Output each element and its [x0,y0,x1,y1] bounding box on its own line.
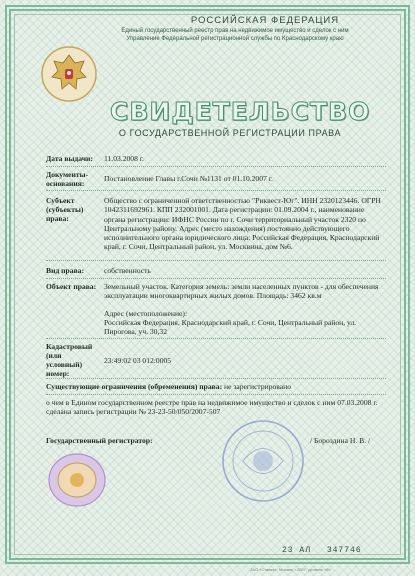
divider [46,190,386,191]
divider [46,278,386,279]
authority-name: Управление Федеральной регистрационной службы по Краснодарскому краю [126,36,344,42]
subject-value: Общество с ограниченной ответственностью "Риквест-Юг". ИНН 2320123446. ОГРН 1042311692961. КПП 232001001. Дата регистрации: 01.09.2004 г., наименование органа регистрации: ИФНС России по г. Сочи территориальный участок 2320 по Центральному району. Адрес (место нахождения) постоянно действующего исполнительного органа юридического лица: Российская Федерация, Краснодарский край, г. Сочи, Центральный район, ул. Москвина, дом №6. [104,196,381,252]
divider [46,394,386,395]
encumbrance-label: Существующие ограничения (обременения) права: [46,382,223,391]
encumbrance-value: не зарегистрировано [224,382,292,391]
registry-note: о чем в Едином государственном реестре прав на недвижимое имущество и сделок с ним 07.03.2008 г. сделана запись регистрации № 23-23-50/050/2007-507 [46,398,378,417]
basis-label: Документы-основания: [46,170,89,188]
object-value: Земельный участок. Категория земель: земли населенных пунктов - для обеспечения эксплуатации многоквартирных жилых домов. Площадь: 3462 кв.м [104,282,379,301]
registrar-label: Государственный регистратор: [46,436,153,445]
registry-name: Единый государственный реестр прав на недвижимое имущество и сделок с ним [121,28,349,34]
subject-label: Субъект (субъекты) права: [46,196,84,223]
object-address-value: Российская Федерация, Краснодарский край, г. Сочи, Центральный район, ул. Пирогова, уч. 30,32 [104,318,357,337]
cadastral-value: 23:49:02 03 012:0005 [104,356,172,365]
object-address-label: Адрес (местоположение): [104,309,188,318]
divider [46,338,386,339]
serial-series: 23 АЛ [282,546,312,555]
issue-date-label: Дата выдачи: [46,154,93,163]
document-title: СВИДЕТЕЛЬСТВО [110,97,371,126]
right-type-label: Вид права: [46,266,85,275]
object-label: Объект права: [46,282,97,291]
right-type-value: собственность [104,266,151,275]
country-name: РОССИЙСКАЯ ФЕДЕРАЦИЯ [190,15,340,26]
divider [46,378,386,379]
serial-number [282,546,362,555]
print-footer: ЗАО «Ставка», Москва, г.2007, уровень «Б» [250,567,332,572]
document-subtitle: О ГОСУДАРСТВЕННОЙ РЕГИСТРАЦИИ ПРАВА [118,128,342,138]
issue-date-value: 11.03.2008 г. [104,154,144,163]
divider [46,260,386,261]
divider [46,166,386,167]
encumbrance-row [46,382,386,391]
serial-number-value: 347746 [326,546,362,555]
cadastral-label: Кадастровый (или условный) номер: [46,342,93,378]
registrar-name: / Бороздина Н. В. / [310,436,371,445]
coat-of-arms-icon [40,45,98,103]
hologram-seal-icon [40,450,115,510]
basis-value: Постановление Главы г.Сочи №1131 от 01.10.2007 г. [104,174,273,183]
official-stamp-icon [218,416,308,506]
